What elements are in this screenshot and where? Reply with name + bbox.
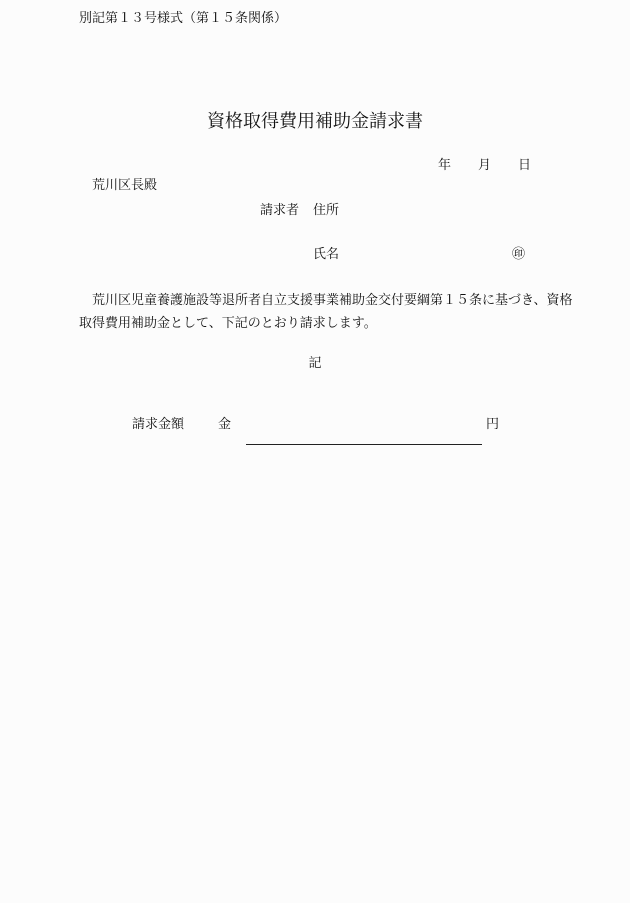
form-number: 別記第１３号様式（第１５条関係） [79, 11, 288, 26]
name-label: 氏名 [313, 247, 340, 262]
request-body-text: 荒川区児童養護施設等退所者自立支援事業補助金交付要綱第１５条に基づき、資格取得費用補助金として、下記のとおり請求します。 [79, 293, 573, 331]
address-label: 住所 [313, 203, 340, 218]
amount-unit: 円 [486, 417, 500, 432]
date-day-label: 日 [518, 158, 532, 173]
ki-heading: 記 [308, 356, 322, 371]
document-title: 資格取得費用補助金請求書 [207, 111, 423, 132]
date-year-label: 年 [438, 158, 452, 173]
date-month-label: 月 [478, 158, 492, 173]
seal-mark: ㊞ [512, 247, 526, 262]
amount-prefix: 金 [218, 417, 232, 432]
amount-entry-line [246, 444, 482, 445]
addressee: 荒川区長殿 [92, 178, 158, 193]
amount-label: 請求金額 [132, 417, 185, 432]
requester-label: 請求者 [260, 203, 300, 218]
